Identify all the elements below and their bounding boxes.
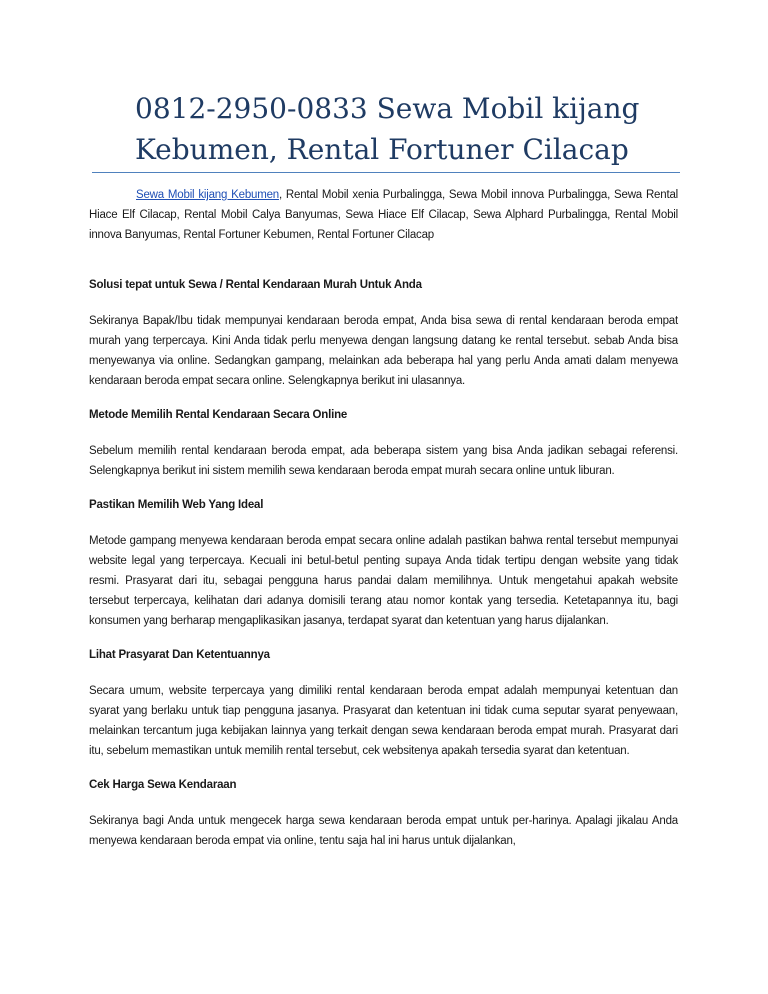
document-title: 0812-2950-0833 Sewa Mobil kijang Kebumen, Rental Fortuner Cilacap (135, 92, 640, 166)
intro-text: , Rental Mobil xenia Purbalingga, Sewa Mobil innova Purbalingga, Sewa Rental Hiace Elf Cilacap, Rental Mobil Calya Banyumas, Sewa Hiace Elf Cilacap, Sewa Alphard Purbalingga, Rental Mobil innova Banyumas, Rental Fortuner Kebumen, Rental Fortuner Cilacap (89, 189, 678, 241)
section-heading: Solusi tepat untuk Sewa / Rental Kendaraan Murah Untuk Anda (89, 279, 422, 291)
title-divider (92, 172, 680, 173)
section-body: Sekiranya bagi Anda untuk mengecek harga sewa kendaraan beroda empat untuk per-harinya. Apalagi jikalau Anda menyewa kendaraan beroda empat via online, tentu saja hal ini harus untuk dijalankan, (89, 815, 678, 847)
section-body: Metode gampang menyewa kendaraan beroda empat secara online adalah pastikan bahwa rental tersebut mempunyai website legal yang terpercaya. Kecuali ini betul-betul penting supaya Anda tidak tertipu dengan website yang tidak resmi. Prasyarat dari itu, sebagai pengguna harus pandai dalam memilihnya. Untuk mengetahui apakah website tersebut terpercaya, kelihatan dari adanya domisili terang atau nomor kontak yang tersedia. Ketetapannya itu, bagi konsumen yang berharap mengaplikasikan jasanya, terdapat syarat dan ketentuan yang harus dijalankan. (89, 535, 678, 627)
section-body: Secara umum, website terpercaya yang dimiliki rental kendaraan beroda empat adalah mempunyai ketentuan dan syarat yang berlaku untuk tiap pengguna jasanya. Prasyarat dan ketentuan ini tidak cuma seputar syarat penyewaan, melainkan tercantum juga kebijakan lainnya yang terkait dengan sewa kendaraan beroda empat murah. Prasyarat dari itu, sebelum memastikan untuk memilih rental tersebut, cek websitenya apakah tersedia syarat dan ketentuan. (89, 685, 678, 757)
intro-paragraph (89, 185, 678, 245)
intro-link[interactable]: Sewa Mobil kijang Kebumen (136, 189, 279, 201)
section-body: Sekiranya Bapak/Ibu tidak mempunyai kendaraan beroda empat, Anda bisa sewa di rental kendaraan beroda empat murah yang terpercaya. Kini Anda tidak perlu menyewa dengan langsung datang ke rental tersebut. sebab Anda bisa menyewanya via online. Sedangkan gampang, melainkan ada beberapa hal yang perlu Anda amati dalam menyewa kendaraan beroda empat secara online. Selengkapnya berikut ini ulasannya. (89, 315, 678, 387)
section-heading: Pastikan Memilih Web Yang Ideal (89, 499, 264, 511)
document-body (89, 185, 678, 865)
section-body: Sebelum memilih rental kendaraan beroda empat, ada beberapa sistem yang bisa Anda jadikan sebagai referensi. Selengkapnya berikut ini sistem memilih sewa kendaraan beroda empat murah secara online untuk liburan. (89, 445, 678, 477)
section-heading: Lihat Prasyarat Dan Ketentuannya (89, 649, 270, 661)
section-heading: Metode Memilih Rental Kendaraan Secara Online (89, 409, 348, 421)
section-heading: Cek Harga Sewa Kendaraan (89, 779, 237, 791)
